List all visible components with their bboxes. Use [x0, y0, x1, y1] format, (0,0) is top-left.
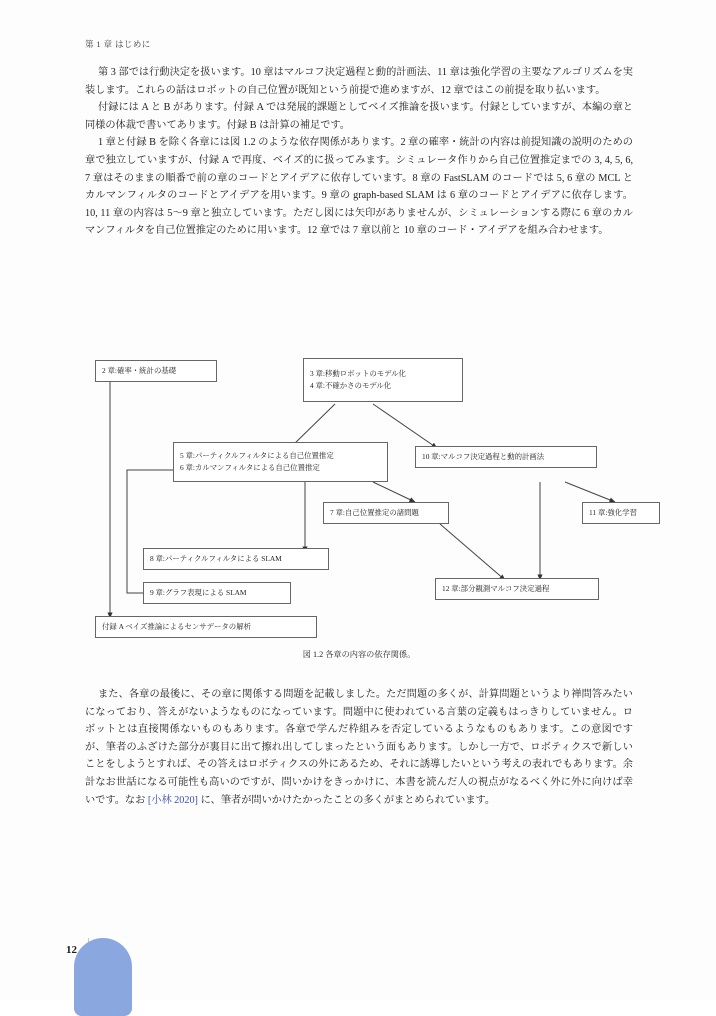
figure-node-ch9-label: 9 章:グラフ表現による SLAM: [150, 587, 247, 597]
figure-node-ch8: [143, 548, 329, 570]
figure-node-ch12: [435, 578, 599, 600]
paragraph-dependency-intro: 1 章と付録 B を除く各章には図 1.2 のような依存関係があります。2 章の確率・統計の内容は前提知識の説明のための章で独立していますが、付録 A で再度、ベイズ的に扱ってみます。シミュレータ作りから自己位置推定までの 3, 4, 5, 6, 7 章はそのままの順番で前の章のコードとアイデアに依存しています。8 章の FastSLAM のコードでは 5, 6 章の MCL とカルマンフィルタのコードとアイデアを用います。9 章の graph-based SLAM は 6 章のコードとアイデアに依存します。10, 11 章の内容は 5〜9 章と独立しています。ただし図には矢印がありませんが、シミュレーションする際に 6 章のカルマンフィルタを自己位置推定のために用います。12 章では 7 章以前と 10 章のコード・アイデアを組み合わせます。: [85, 137, 633, 237]
paragraph-exercises-b: に、筆者が問いかけたかったことの多くがまとめられています。: [197, 794, 496, 806]
figure-node-ch2-label: 2 章:確率・統計の基礎: [102, 365, 177, 375]
citation-link-kobayashi-2020[interactable]: [小林 2020]: [147, 794, 198, 806]
folio-number: 12: [66, 944, 77, 956]
figure-node-ch11-label: 11 章:強化学習: [589, 507, 637, 517]
figure-node-appendix-a-label: 付録 A ベイズ推論によるセンサデータの解析: [102, 621, 251, 631]
figure-node-ch10: [415, 446, 597, 468]
running-head: 第 1 章 はじめに: [85, 39, 151, 49]
figure-node-ch4-label: 4 章:不確かさのモデル化: [310, 381, 392, 390]
figure-node-ch7: [323, 502, 449, 524]
paragraph-appendix-intro: 付録には A と B があります。付録 A では発展的課題としてベイズ推論を扱います。付録としていますが、本編の章と同様の体裁で書いてあります。付録 B は計算の補足です。: [85, 102, 633, 131]
paragraph-part3-intro: 第 3 部では行動決定を扱います。10 章はマルコフ決定過程と動的計画法、11 章は強化学習の主要なアルゴリズムを実装します。これらの話はロボットの自己位置が既知という前提で進めますが、12 章ではこの前提を取り払います。: [85, 67, 633, 96]
figure-node-ch10-label: 10 章:マルコフ決定過程と動的計画法: [422, 451, 545, 461]
figure-node-ch8-label: 8 章:パーティクルフィルタによる SLAM: [150, 553, 282, 563]
figure-node-appendix-a: [95, 616, 317, 638]
figure-node-ch2: [95, 360, 217, 382]
folio-decoration: [74, 938, 132, 1016]
paragraph-exercises-a: また、各章の最後に、その章に関係する問題を記載しました。ただ問題の多くが、計算問題というより禅問答みたいになっており、答えがないようなものになっています。問題中に使われている言葉の定義もはっきりしていません。ロボットとは直接関係ないものもあります。各章で学んだ枠組みを否定しているようなものもあります。この意図ですが、筆者のふざけた部分が裏目に出て擦れ出してしまったという面もあります。しかし一方で、ロボティクスで新しいことをしようとすれば、その答えはロボティクスの外にあるため、それに誘導したいという考えの表れでもあります。余計なお世話になる可能性も高いのですが、問いかけをきっかけに、本書を読んだ人の視点がなるべく外に外に向けば幸いです。なお: [85, 689, 633, 806]
figure-node-ch5-label: 5 章:パーティクルフィルタによる自己位置推定: [180, 450, 334, 460]
figure-node-ch7-label: 7 章:自己位置推定の諸問題: [330, 507, 419, 517]
figure-node-ch11: [582, 502, 660, 524]
figure-node-ch3-ch4: [303, 358, 463, 402]
figure-node-ch9: [143, 582, 291, 604]
figure-node-ch3-label: 3 章:移動ロボットのモデル化: [310, 368, 406, 378]
figure-node-ch12-label: 12 章:部分観測マルコフ決定過程: [442, 583, 550, 593]
page-body: [85, 64, 633, 240]
page-body-lower: [85, 686, 633, 809]
paragraph-exercises: [85, 686, 633, 809]
figure-node-ch5-ch6: [173, 442, 388, 482]
figure-node-ch6-label: 6 章:カルマンフィルタによる自己位置推定: [180, 463, 320, 472]
figure-caption: 図 1.2 各章の内容の依存関係。: [302, 650, 416, 659]
figure-1-2: [85, 352, 637, 674]
